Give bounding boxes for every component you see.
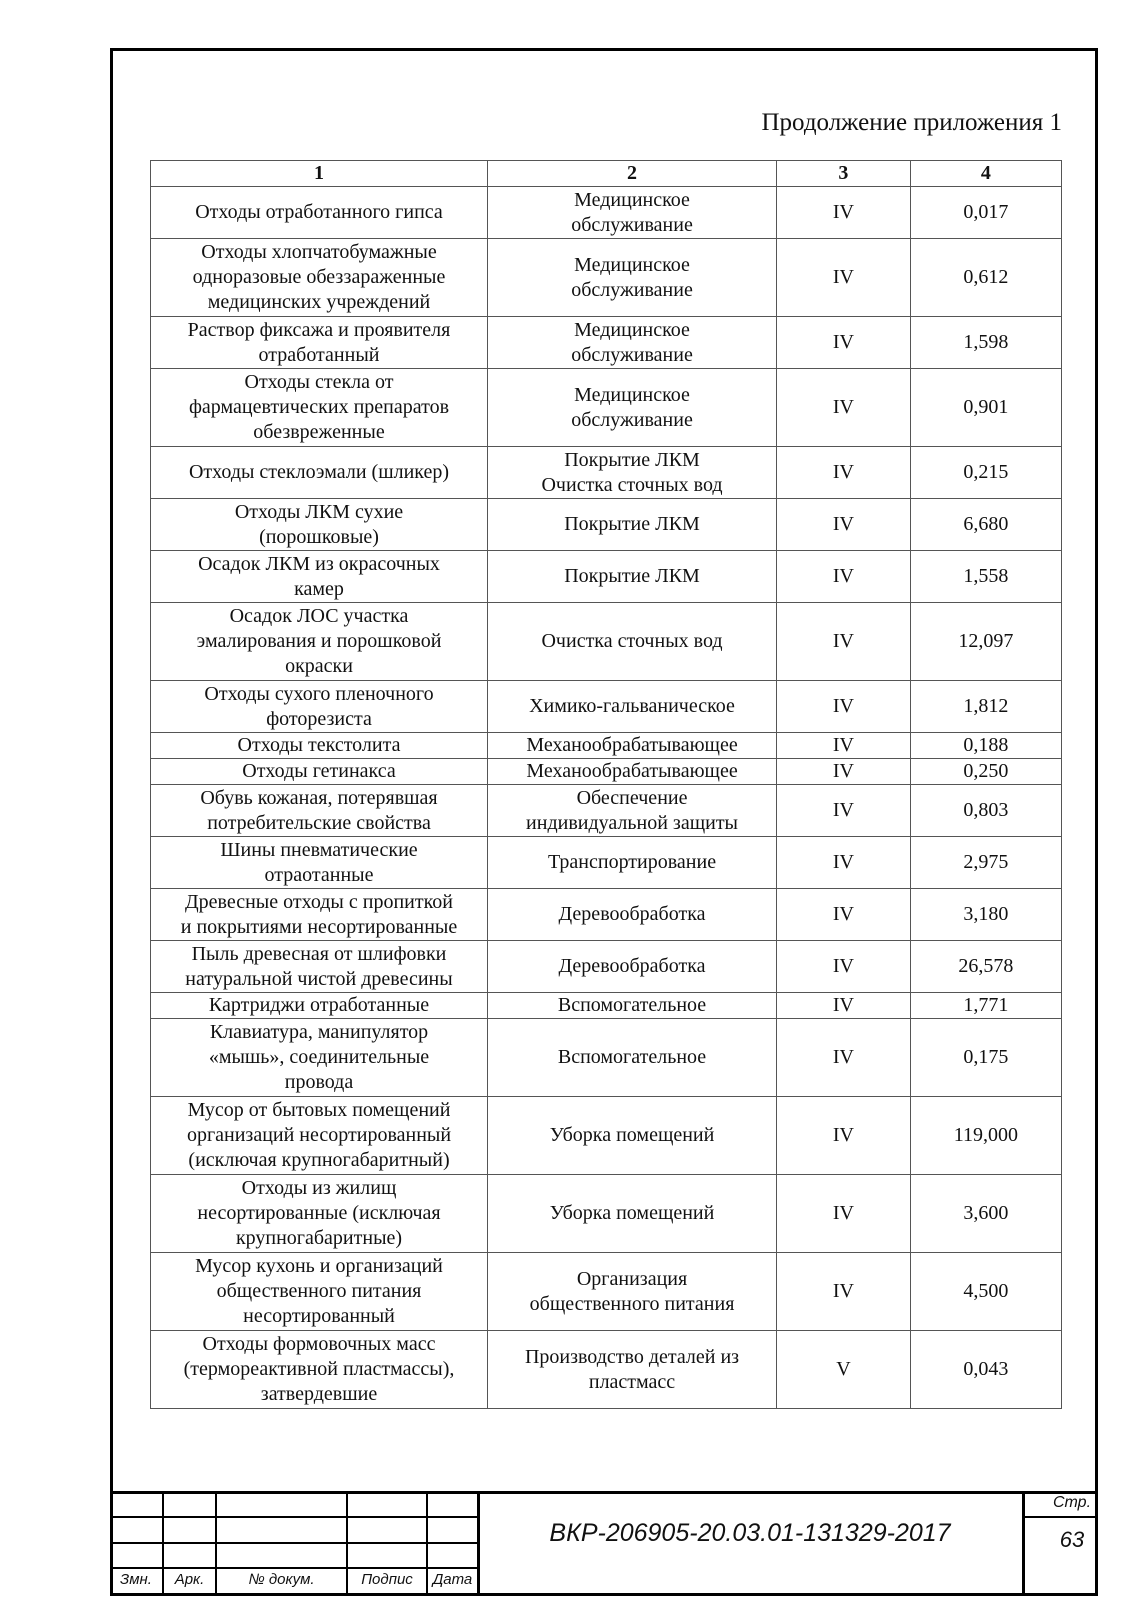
amount-cell: 0,175 (910, 1019, 1061, 1097)
stamp-label-date: Дата (432, 1571, 473, 1588)
hazard-class-cell: IV (777, 759, 911, 785)
waste-name-cell: Обувь кожаная, потерявшая потребительские свойства (151, 785, 488, 837)
column-header: 1 (151, 161, 488, 187)
source-cell: Очистка сточных вод (488, 603, 777, 681)
table-row (151, 1019, 1062, 1097)
waste-name-cell: Осадок ЛКМ из окрасочных камер (151, 551, 488, 603)
hazard-class-cell: IV (777, 837, 911, 889)
amount-cell: 119,000 (910, 1097, 1061, 1175)
hazard-class-cell: IV (777, 941, 911, 993)
source-cell: Покрытие ЛКМ (488, 499, 777, 551)
waste-name-cell: Отходы сухого пленочного фоторезиста (151, 681, 488, 733)
appendix-caption: Продолжение приложения 1 (761, 109, 1062, 136)
source-cell: Производство деталей из пластмасс (488, 1331, 777, 1409)
hazard-class-cell: V (777, 1331, 911, 1409)
table-row (151, 1253, 1062, 1331)
table-row (151, 187, 1062, 239)
amount-cell: 12,097 (910, 603, 1061, 681)
source-cell: Механообрабатывающее (488, 759, 777, 785)
amount-cell: 1,558 (910, 551, 1061, 603)
waste-name-cell: Шины пневматические отраотанные (151, 837, 488, 889)
table-row (151, 551, 1062, 603)
column-header: 3 (777, 161, 911, 187)
waste-name-cell: Пыль древесная от шлифовки натуральной чистой древесины (151, 941, 488, 993)
source-cell: Уборка помещений (488, 1097, 777, 1175)
source-cell: Покрытие ЛКМ Очистка сточных вод (488, 447, 777, 499)
waste-name-cell: Отходы из жилищ несортированные (исключая крупногабаритные) (151, 1175, 488, 1253)
amount-cell: 26,578 (910, 941, 1061, 993)
column-header: 2 (488, 161, 777, 187)
source-cell: Покрытие ЛКМ (488, 551, 777, 603)
waste-name-cell: Отходы текстолита (151, 733, 488, 759)
source-cell: Вспомогательное (488, 993, 777, 1019)
source-cell: Деревообработка (488, 941, 777, 993)
source-cell: Медицинское обслуживание (488, 369, 777, 447)
amount-cell: 1,812 (910, 681, 1061, 733)
waste-name-cell: Древесные отходы с пропиткой и покрытиями несортированные (151, 889, 488, 941)
page-number: 63 (1059, 1527, 1085, 1552)
hazard-class-cell: IV (777, 1253, 911, 1331)
source-cell: Обеспечение индивидуальной защиты (488, 785, 777, 837)
waste-name-cell: Раствор фиксажа и проявителя отработанный (151, 317, 488, 369)
source-cell: Уборка помещений (488, 1175, 777, 1253)
hazard-class-cell: IV (777, 1175, 911, 1253)
table-row (151, 785, 1062, 837)
source-cell: Организация общественного питания (488, 1253, 777, 1331)
table-row (151, 759, 1062, 785)
table-row (151, 317, 1062, 369)
waste-name-cell: Отходы гетинакса (151, 759, 488, 785)
hazard-class-cell: IV (777, 603, 911, 681)
waste-name-cell: Картриджи отработанные (151, 993, 488, 1019)
source-cell: Механообрабатывающее (488, 733, 777, 759)
table-row (151, 681, 1062, 733)
hazard-class-cell: IV (777, 733, 911, 759)
source-cell: Вспомогательное (488, 1019, 777, 1097)
waste-name-cell: Мусор от бытовых помещений организаций несортированный (исключая крупногабаритный) (151, 1097, 488, 1175)
table-row (151, 733, 1062, 759)
table-row (151, 1097, 1062, 1175)
source-cell: Химико-гальваническое (488, 681, 777, 733)
source-cell: Медицинское обслуживание (488, 239, 777, 317)
source-cell: Медицинское обслуживание (488, 317, 777, 369)
amount-cell: 6,680 (910, 499, 1061, 551)
page-label: Стр. (1052, 1494, 1092, 1511)
table-row (151, 993, 1062, 1019)
hazard-class-cell: IV (777, 993, 911, 1019)
amount-cell: 3,600 (910, 1175, 1061, 1253)
waste-name-cell: Клавиатура, манипулятор «мышь», соединительные провода (151, 1019, 488, 1097)
hazard-class-cell: IV (777, 785, 911, 837)
waste-name-cell: Отходы хлопчатобумажные одноразовые обеззараженные медицинских учреждений (151, 239, 488, 317)
table-row (151, 447, 1062, 499)
hazard-class-cell: IV (777, 551, 911, 603)
waste-name-cell: Отходы формовочных масс (термореактивной пластмассы), затвердевшие (151, 1331, 488, 1409)
amount-cell: 1,771 (910, 993, 1061, 1019)
table-row (151, 499, 1062, 551)
amount-cell: 4,500 (910, 1253, 1061, 1331)
amount-cell: 0,803 (910, 785, 1061, 837)
hazard-class-cell: IV (777, 369, 911, 447)
waste-name-cell: Отходы отработанного гипса (151, 187, 488, 239)
source-cell: Транспортирование (488, 837, 777, 889)
hazard-class-cell: IV (777, 889, 911, 941)
table-row (151, 1175, 1062, 1253)
amount-cell: 2,975 (910, 837, 1061, 889)
hazard-class-cell: IV (777, 239, 911, 317)
table-row (151, 603, 1062, 681)
waste-name-cell: Мусор кухонь и организаций общественного питания несортированный (151, 1253, 488, 1331)
amount-cell: 0,901 (910, 369, 1061, 447)
waste-name-cell: Осадок ЛОС участка эмалирования и порошковой окраски (151, 603, 488, 681)
hazard-class-cell: IV (777, 317, 911, 369)
header-row (151, 161, 1062, 187)
document-code: ВКР-206905-20.03.01-131329-2017 (549, 1519, 951, 1547)
stamp-label-sheet: Арк. (174, 1571, 205, 1588)
table-row (151, 941, 1062, 993)
waste-name-cell: Отходы стеклоэмали (шликер) (151, 447, 488, 499)
amount-cell: 0,250 (910, 759, 1061, 785)
table-row (151, 889, 1062, 941)
waste-name-cell: Отходы ЛКМ сухие (порошковые) (151, 499, 488, 551)
waste-name-cell: Отходы стекла от фармацевтических препаратов обезвреженные (151, 369, 488, 447)
waste-table (150, 160, 1062, 1409)
amount-cell: 1,598 (910, 317, 1061, 369)
hazard-class-cell: IV (777, 499, 911, 551)
hazard-class-cell: IV (777, 1019, 911, 1097)
column-header: 4 (910, 161, 1061, 187)
amount-cell: 0,612 (910, 239, 1061, 317)
amount-cell: 0,043 (910, 1331, 1061, 1409)
table-row (151, 1331, 1062, 1409)
amount-cell: 0,188 (910, 733, 1061, 759)
source-cell: Медицинское обслуживание (488, 187, 777, 239)
amount-cell: 3,180 (910, 889, 1061, 941)
table-row (151, 837, 1062, 889)
source-cell: Деревообработка (488, 889, 777, 941)
stamp-label-doc-number: № докум. (248, 1571, 315, 1588)
stamp-label-signature: Подпис (361, 1571, 413, 1588)
table-row (151, 239, 1062, 317)
amount-cell: 0,215 (910, 447, 1061, 499)
table-row (151, 369, 1062, 447)
amount-cell: 0,017 (910, 187, 1061, 239)
hazard-class-cell: IV (777, 447, 911, 499)
hazard-class-cell: IV (777, 187, 911, 239)
stamp-label-change: Змн. (120, 1571, 152, 1588)
hazard-class-cell: IV (777, 1097, 911, 1175)
hazard-class-cell: IV (777, 681, 911, 733)
